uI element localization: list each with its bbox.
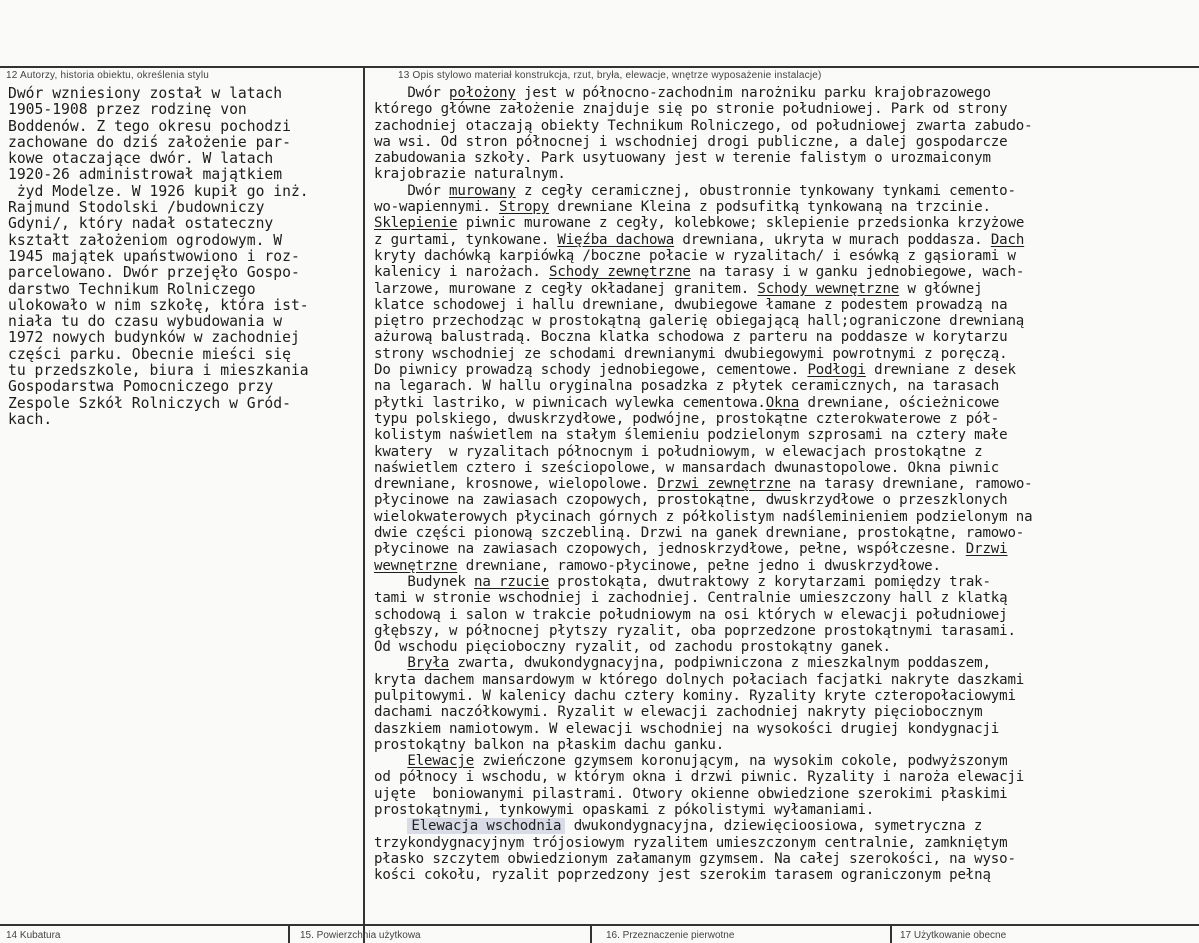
history-line: ulokowało w nim szkołę, która ist-: [8, 296, 309, 314]
description-line: [374, 525, 1196, 541]
text-segment: od północy i wschodu, w którym okna i drzwi piwnic. Ryzality i naroża elewacji: [374, 769, 1025, 786]
text-segment: drewniane Kleina z podsufitką tynkowaną na trzcinie.: [549, 199, 991, 216]
description-line: [374, 183, 1196, 199]
underlined-heading: na rzucie: [474, 573, 550, 590]
text-segment: kości cokołu, ryzalit poprzedzony jest szerokim tarasem ograniczonym pełną: [374, 867, 991, 884]
description-line: [374, 427, 1196, 443]
text-segment: na tarasy i w ganku jednobiegowe, wach-: [690, 264, 1025, 281]
top-divider: [0, 66, 1199, 68]
description-line: [374, 248, 1196, 264]
text-segment: piwnic murowane z cegły, kolebkowe; sklepienie przedsionka krzyżowe: [457, 215, 1025, 232]
history-line: Zespole Szkół Rolniczych w Gród-: [8, 394, 291, 412]
description-line: [374, 721, 1196, 737]
text-segment: schodową i salon w trakcie południowym na osi których w elewacji południowej: [374, 606, 1008, 623]
underlined-heading: położony: [449, 85, 516, 101]
description-line: [374, 150, 1196, 166]
history-line: 1972 nowych budynków w zachodniej: [8, 329, 300, 347]
history-line: żyd Modelze. W 1926 kupił go inż.: [8, 182, 309, 200]
text-segment: drewniana, ukryta w murach poddasza.: [674, 231, 991, 248]
text-segment: którego główne założenie znajduje się po stronie południowej. Park od strony: [374, 101, 1008, 118]
text-segment: płycinowe na zawiasach czopowych, jednoskrzydłowe, pełne, współczesne.: [374, 541, 966, 558]
text-segment: Dwór: [374, 85, 450, 101]
text-segment: ujęte boniowanymi pilastrami. Otwory okienne obwiedzione szerokimi płaskimi: [374, 785, 1008, 802]
text-segment: prostokąta, dwutraktowy z korytarzami pomiędzy trak-: [549, 573, 991, 590]
text-segment: strony wschodniej ze schodami drewnianymi dwubiegowymi powrotnymi z poręczą.: [374, 345, 1008, 362]
description-line: [374, 867, 1196, 883]
description-line: [374, 655, 1196, 671]
text-segment: dachami naczółkowymi. Ryzalit w elewacji zachodniej nakryty pięciobocznym: [374, 704, 983, 721]
history-line: parcelowano. Dwór przejęło Gospo-: [8, 264, 300, 282]
description-line: [374, 818, 1196, 834]
underlined-heading: Sklepienie: [374, 215, 458, 232]
column-divider: [363, 68, 365, 943]
underlined-heading: murowany: [449, 182, 516, 199]
description-line: [374, 329, 1196, 345]
text-segment: płasko szczytem obwiedzionym załamanym gzymsem. Na całej szerokości, na wyso-: [374, 850, 1016, 867]
description-line: [374, 574, 1196, 590]
description-line: [374, 835, 1196, 851]
text-segment: prostokątny balkon na płaskim dachu ganku.: [374, 736, 725, 753]
underlined-heading: Elewacje: [407, 753, 475, 770]
history-line: kształt założeniom ogrodowym. W: [8, 231, 283, 249]
description-line: [374, 85, 1196, 101]
underlined-heading: Drzwi zewnętrzne: [657, 476, 791, 493]
bottom-divider: [0, 924, 1199, 926]
description-line: [374, 411, 1196, 427]
text-segment: tami w stronie wschodniej i zachodniej. Centralnie umieszczony hall z klatką: [374, 590, 1008, 607]
description-line: [374, 639, 1196, 655]
text-segment: jest w północno-zachodnim narożniku parku krajobrazowego: [515, 85, 991, 101]
description-line: [374, 704, 1196, 720]
underlined-heading: Schody zewnętrzne: [549, 264, 691, 281]
text-segment: zachodniej otaczają obiekty Technikum Rolniczego, od południowej zwarta zabudo-: [374, 117, 1033, 134]
text-segment: klatce schodowej i hallu drewniane, dwubiegowe łamane z podestem prowadzą na: [374, 296, 1008, 313]
description-line: [374, 264, 1196, 280]
underlined-heading: Okna: [765, 394, 800, 411]
history-line: tu przedszkole, biura i mieszkania: [8, 362, 309, 380]
text-segment: głębszy, w północnej płytszy ryzalit, oba poprzedzone prostokątnymi tarasami.: [374, 622, 1016, 639]
text-segment: na tarasy drewniane, ramowo-: [790, 476, 1033, 493]
text-segment: z cegły ceramicznej, obustronnie tynkowany tynkami cemento-: [515, 182, 1016, 199]
footer-przeznaczenie: 16. Przeznaczenie pierwotne: [606, 930, 735, 941]
description-line: [374, 215, 1196, 231]
text-segment: piętro przechodząc w prostokątną galerię obiegającą hall;ograniczone drewnianą: [374, 313, 1025, 330]
text-segment: dwukondygnacyjna, dziewięcioosiowa, symetryczna z: [565, 818, 983, 835]
description-line: [374, 688, 1196, 704]
description-line: [374, 281, 1196, 297]
history-text-column: [8, 86, 358, 428]
description-line: [374, 607, 1196, 623]
underlined-heading: Schody wewnętrzne: [757, 280, 900, 297]
text-segment: Do piwnicy prowadzą schody jednobiegowe, cementowe.: [374, 362, 808, 379]
footer-divider-3: [890, 926, 892, 943]
text-segment: prostokątnymi, tynkowymi opaskami z pókolistymi wyłamaniami.: [374, 802, 875, 819]
text-segment: płycinowe na zawiasach czopowych, prostokątne, dwuskrzydłowe o przeszklonych: [374, 492, 1008, 509]
footer-divider-1: [288, 926, 290, 943]
history-line: niała tu do czasu wybudowania w: [8, 313, 283, 331]
history-line: darstwo Technikum Rolniczego: [8, 280, 256, 298]
description-line: [374, 232, 1196, 248]
text-segment: naświetlem cztero i sześciopolowe, w mansardach dwunastopolowe. Okna piwnic: [374, 459, 1000, 476]
description-line: [374, 541, 1196, 557]
description-line: [374, 297, 1196, 313]
underlined-heading: Stropy: [499, 199, 550, 216]
text-segment: krajobrazie naturalnym.: [374, 166, 566, 183]
text-segment: dwie części pionową szczebliną. Drzwi na ganek drewniane, prostokątne, ramowo-: [374, 525, 1025, 542]
history-line: Gospodarstwa Pomocniczego przy: [8, 378, 274, 396]
text-segment: drewniane, krosnowe, wielopolowe.: [374, 476, 658, 493]
description-line: [374, 362, 1196, 378]
text-segment: drewniane, ościeżnicowe: [799, 394, 1000, 411]
history-line: zachowane do dziś założenie par-: [8, 133, 291, 151]
section-12-header: 12 Autorzy, historia obiektu, określenia stylu: [6, 70, 210, 81]
description-line: [374, 118, 1196, 134]
underlined-heading: Bryła: [407, 655, 450, 672]
text-segment: zwarta, dwukondygnacyjna, podpiwniczona z mieszkalnym poddaszem,: [449, 655, 991, 672]
text-segment: zwieńczone gzymsem koronującym, na wysokim cokole, podwyższonym: [474, 753, 1008, 770]
description-line: [374, 753, 1196, 769]
footer-powierzchnia: 15. Powierzchnia użytkowa: [300, 930, 421, 941]
description-line: [374, 509, 1196, 525]
text-segment: w głównej: [899, 280, 983, 297]
underlined-heading: Dach: [990, 231, 1025, 248]
description-line: [374, 786, 1196, 802]
description-line: [374, 395, 1196, 411]
text-segment: kryty dachówką karpiówką /boczne połacie w ryzalitach/ i esówką z gąsiorami w: [374, 247, 1016, 264]
description-line: [374, 623, 1196, 639]
description-line: [374, 851, 1196, 867]
underlined-heading: Więźba dachowa: [557, 231, 675, 248]
text-segment: [374, 818, 407, 834]
description-line: [374, 199, 1196, 215]
description-line: [374, 444, 1196, 460]
footer-uzytkowanie: 17 Użytkowanie obecne: [900, 930, 1007, 941]
text-segment: daszkiem namiotowym. W elewacji wschodniej na wysokości drugiej kondygnacji: [374, 720, 1000, 737]
text-segment: ażurową balustradą. Boczna klatka schodowa z parteru na poddasze w korytarzu: [374, 329, 1008, 346]
history-line: Dwór wzniesiony został w latach: [8, 85, 283, 102]
text-segment: larzowe, murowane z cegły okładanej granitem.: [374, 280, 758, 297]
text-segment: z gurtami, tynkowane.: [374, 231, 558, 248]
description-line: [374, 590, 1196, 606]
text-segment: typu polskiego, dwuskrzydłowe, podwójne, prostokątne czterokwaterowe z pół-: [374, 410, 1000, 427]
history-line: Boddenów. Z tego okresu pochodzi: [8, 117, 291, 135]
description-line: [374, 460, 1196, 476]
history-line: Gdyni/, który nadał ostateczny: [8, 215, 274, 233]
history-line: 1920-26 administrował majątkiem: [8, 166, 283, 184]
history-line: Rajmund Stodolski /budowniczy: [8, 199, 265, 217]
history-line: 1945 majątek upaństwowiono i roz-: [8, 247, 300, 265]
text-segment: wa wsi. Od stron północnej i wschodniej drogi publiczne, a dalej gospodarcze: [374, 133, 1008, 150]
description-line: [374, 802, 1196, 818]
history-line: 1905-1908 przez rodzinę von: [8, 101, 247, 119]
history-line: kach.: [8, 410, 53, 428]
text-segment: na legarach. W hallu oryginalna posadzka z płytek ceramicznych, na tarasach: [374, 378, 1000, 395]
description-line: [374, 737, 1196, 753]
text-segment: drewniane z desek: [865, 362, 1016, 379]
underlined-heading: wewnętrzne: [374, 557, 458, 574]
description-line: [374, 378, 1196, 394]
description-line: [374, 313, 1196, 329]
description-line: [374, 492, 1196, 508]
description-line: [374, 166, 1196, 182]
text-segment: zabudowania szkoły. Park usytuowany jest w terenie falistym o urozmaiconym: [374, 150, 991, 167]
description-line: [374, 558, 1196, 574]
description-line: [374, 476, 1196, 492]
text-segment: Budynek: [374, 573, 475, 590]
section-13-header: 13 Opis stylowo materiał konstrukcja, rzut, bryła, elewacje, wnętrze wyposażenie instalacje): [398, 70, 822, 81]
text-segment: wielokwaterowych płycinach górnych z półkolistym nadśleminieniem podzielonym na: [374, 508, 1033, 525]
text-segment: kalenicy i narożach.: [374, 264, 550, 281]
text-segment: [374, 655, 407, 671]
text-segment: Od wschodu pięcioboczny ryzalit, od zachodu prostokątny ganek.: [374, 639, 891, 656]
history-line: kowe otaczające dwór. W latach: [8, 150, 274, 168]
text-segment: drewniane, ramowo-płycinowe, pełne jedno i dwuskrzydłowe.: [457, 557, 941, 574]
footer-divider-2: [590, 926, 592, 943]
history-line: części parku. Obecnie mieści się: [8, 345, 291, 363]
description-line: [374, 134, 1196, 150]
text-segment: kryta dachem mansardowym w którego dolnych połaciach facjatki nakryte daszkami: [374, 671, 1025, 688]
underlined-heading: Drzwi: [965, 541, 1008, 558]
description-line: [374, 346, 1196, 362]
text-segment: kolistym naświetlem na stałym ślemieniu podzielonym szprosami na cztery małe: [374, 427, 1008, 444]
description-line: [374, 672, 1196, 688]
description-line: [374, 101, 1196, 117]
text-segment: wo-wapiennymi.: [374, 199, 500, 216]
text-segment: trzykondygnacyjnym trójosiowym ryzalitem umieszczonym centralnie, zamkniętym: [374, 834, 1008, 851]
text-segment: Dwór: [374, 182, 450, 199]
underlined-heading: Podłogi: [807, 362, 866, 379]
text-segment: [374, 753, 407, 769]
highlighted-heading: Elewacja wschodnia: [407, 818, 565, 834]
footer-kubatura: 14 Kubatura: [6, 930, 61, 941]
description-line: [374, 769, 1196, 785]
text-segment: pulpitowymi. W kalenicy dachu cztery kominy. Ryzality kryte czteropołaciowymi: [374, 687, 1016, 704]
text-segment: kwatery w ryzalitach północnym i południowym, w elewacjach prostokątne z: [374, 443, 983, 460]
description-text-column: [374, 85, 1196, 884]
text-segment: płytki lastriko, w piwnicach wylewka cementowa.: [374, 394, 766, 411]
